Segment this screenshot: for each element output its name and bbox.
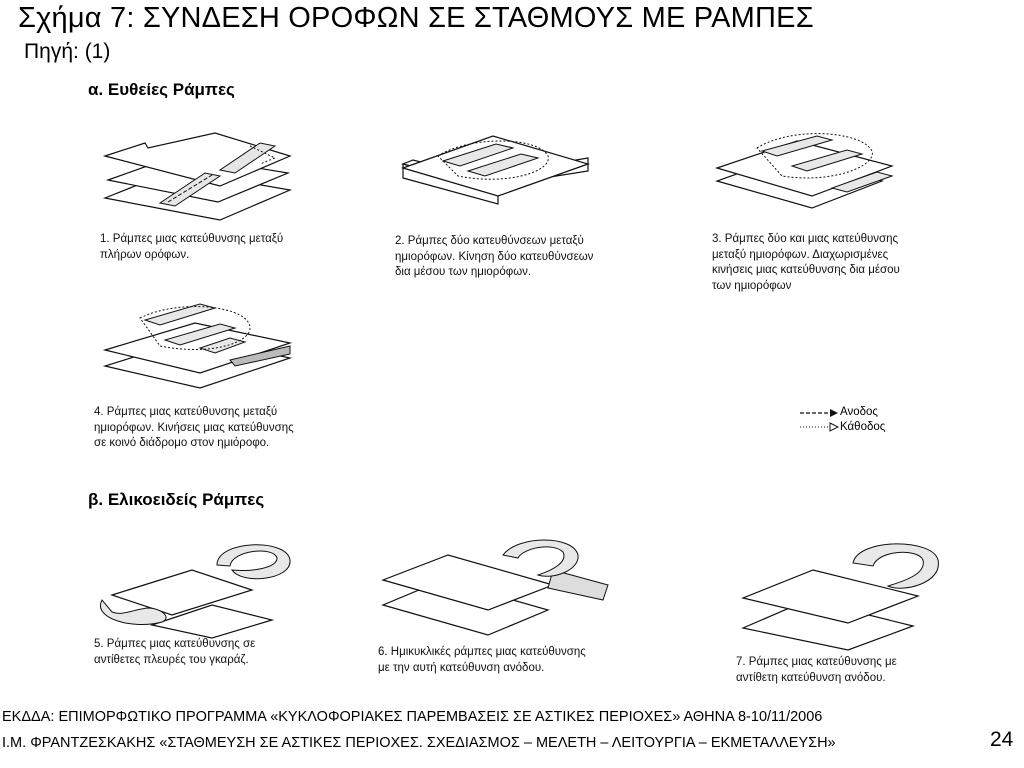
caption-1: 1. Ράμπες μιας κατεύθυνσης μεταξύ πλήρων ορόφων. bbox=[100, 233, 284, 261]
page-number: 24 bbox=[990, 728, 1014, 751]
section-b-heading: β. Ελικοειδείς Ράμπες bbox=[88, 490, 265, 509]
source-label: Πηγή: (1) bbox=[24, 40, 111, 63]
figure-1-straight-ramps bbox=[100, 128, 300, 228]
caption-2: 2. Ράμπες δύο κατευθύνσεων μεταξύ ημιορόφων. Κίνηση δύο κατευθύνσεων δια μέσου των ημιορόφων. bbox=[395, 235, 594, 278]
footer-line-2: Ι.Μ. ΦΡΑΝΤΖΕΣΚΑΚΗΣ «ΣΤΑΘΜΕΥΣΗ ΣΕ ΑΣΤΙΚΕΣ ΠΕΡΙΟΧΕΣ. ΣΧΕΔΙΑΣΜΟΣ – ΜΕΛΕΤΗ – ΛΕΙΤΟΥΡΓΙΑ – ΕΚΜΕΤΑΛΛΕΥΣΗ» bbox=[2, 735, 836, 751]
caption-6: 6. Ημικυκλικές ράμπες μιας κατεύθυνσης με την αυτή κατεύθυνση ανόδου. bbox=[378, 646, 586, 674]
legend-down-label: Κάθοδος bbox=[840, 421, 886, 433]
figure-2-two-way-ramps bbox=[398, 126, 598, 226]
figure-7-opposite-helical-ramps bbox=[738, 538, 948, 653]
caption-5: 5. Ράμπες μιας κατεύθυνσης σε αντίθετες πλευρές του γκαράζ. bbox=[94, 638, 256, 666]
footer-line-1: ΕΚΔΔΑ: ΕΠΙΜΟΡΦΩΤΙΚΟ ΠΡΟΓΡΑΜΜΑ «ΚΥΚΛΟΦΟΡΙΑΚΕΣ ΠΑΡΕΜΒΑΣΕΙΣ ΣΕ ΑΣΤΙΚΕΣ ΠΕΡΙΟΧΕΣ» ΑΘΗΝΑ 8-10/11/2006 bbox=[2, 709, 823, 725]
section-a-heading: α. Ευθείες Ράμπες bbox=[88, 80, 235, 99]
legend-up-label: Ανοδος bbox=[840, 406, 878, 418]
figure-4-common-aisle-ramps bbox=[100, 298, 300, 398]
caption-3: 3. Ράμπες δύο και μιας κατεύθυνσης μεταξύ ημιορόφων. Διαχωρισμένες κινήσεις μιας κατεύθυνσης δια μέσου των ημιορόφων bbox=[712, 233, 900, 292]
figure-6-semicircular-ramps bbox=[378, 530, 608, 640]
slide-title: Σχήμα 7: ΣΥΝΔΕΣΗ ΟΡΟΦΩΝ ΣΕ ΣΤΑΘΜΟΥΣ ΜΕ ΡΑΜΠΕΣ bbox=[18, 2, 814, 34]
figure-3-mixed-ramps bbox=[712, 126, 912, 226]
caption-4: 4. Ράμπες μιας κατεύθυνσης μεταξύ ημιορόφων. Κινήσεις μιας κατεύθυνσης σε κοινό διάδρομο στον ημιόροφο. bbox=[94, 406, 294, 449]
figure-5-helical-ramps bbox=[92, 530, 307, 640]
caption-7: 7. Ράμπες μιας κατεύθυνσης με αντίθετη κατεύθυνση ανόδου. bbox=[736, 656, 897, 684]
legend-up-line-icon bbox=[800, 405, 840, 433]
